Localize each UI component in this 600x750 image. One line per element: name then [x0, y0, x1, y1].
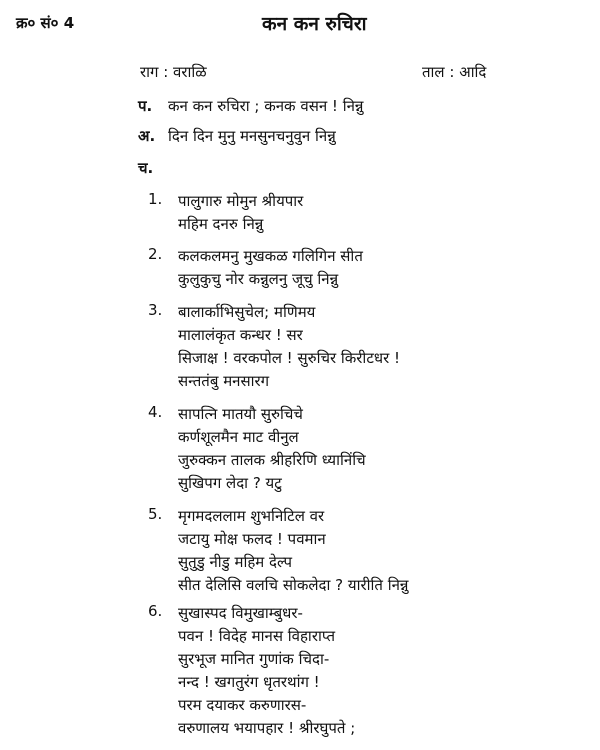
stanza-line: नन्द ! खगतुरंग धृतरथांग !: [178, 673, 320, 691]
stanza-line: मृगमदललाम शुभनिटिल वर: [178, 507, 325, 525]
stanza-line: जुरुक्कन तालक श्रीहरिणि ध्यानिंचि: [178, 451, 366, 469]
stanza-line: जटायु मोक्ष फलद ! पवमान: [178, 530, 326, 548]
stanza-line: परम दयाकर करुणारस-: [178, 696, 307, 714]
stanza-number: 6.: [148, 602, 163, 620]
stanza-number: 4.: [148, 403, 163, 421]
stanza-number: 2.: [148, 245, 163, 263]
pallavi-text: कन कन रुचिरा ; कनक वसन ! निन्नु: [168, 97, 364, 115]
pallavi-line: [138, 96, 363, 116]
stanza-number: 5.: [148, 505, 163, 523]
raga-label: राग : वराळि: [140, 63, 207, 81]
stanza-line: कुलुकुचु नोर कन्नुलनु जूचु निन्नु: [178, 270, 339, 288]
stanza-line: सुरभूज मानित गुणांक चिदा-: [178, 650, 330, 668]
stanza-line: बालार्काभिसुचेल; मणिमय: [178, 303, 316, 321]
tala-label: ताल : आदि: [422, 63, 487, 81]
stanza-line: सिजाक्ष ! वरकपोल ! सुरुचिर किरीटधर !: [178, 349, 401, 367]
stanza-line: पालुगारु मोमुन श्रीयपार: [178, 192, 304, 210]
anupallavi-label: अ.: [138, 127, 156, 145]
stanza-line: सन्ततंबु मनसारग: [178, 372, 270, 390]
stanza-line: सुतुडु नीडु महिम देल्प: [178, 553, 292, 571]
stanza-line: सुखास्पद विमुखाम्बुधर-: [178, 604, 303, 622]
stanza-number: 1.: [148, 190, 163, 208]
stanza-line: महिम दनरु निन्नु: [178, 215, 264, 233]
stanza-line: सापत्नि मातयौ सुरुचिचे: [178, 405, 303, 423]
anupallavi-line: [138, 126, 336, 146]
stanza-line: पवन ! विदेह मानस विहाराप्त: [178, 627, 336, 645]
stanza-line: सीत देलिसि वलचि सोकलेदा ? यारीति निन्नु: [178, 576, 409, 594]
pallavi-label: प.: [138, 97, 153, 115]
anupallavi-text: दिन दिन मुनु मनसुनचनुवुन निन्नु: [168, 127, 336, 145]
song-number: क्र० सं० 4: [16, 14, 75, 32]
stanza-line: मालालंकृत कन्धर ! सर: [178, 326, 303, 344]
charanam-label: च.: [138, 159, 154, 177]
stanza-line: सुखिपग लेदा ? यटु: [178, 474, 282, 492]
stanza-line: कलकलमनु मुखकळ गलिगिन सीत: [178, 247, 363, 265]
stanza-line: कर्णशूलमैन माट वीनुल: [178, 428, 299, 446]
song-title: कन कन रुचिरा: [262, 13, 367, 35]
stanza-number: 3.: [148, 301, 163, 319]
charanam-line: [138, 158, 168, 178]
stanza-line: वरुणालय भयापहार ! श्रीरघुपते ;: [178, 719, 356, 737]
